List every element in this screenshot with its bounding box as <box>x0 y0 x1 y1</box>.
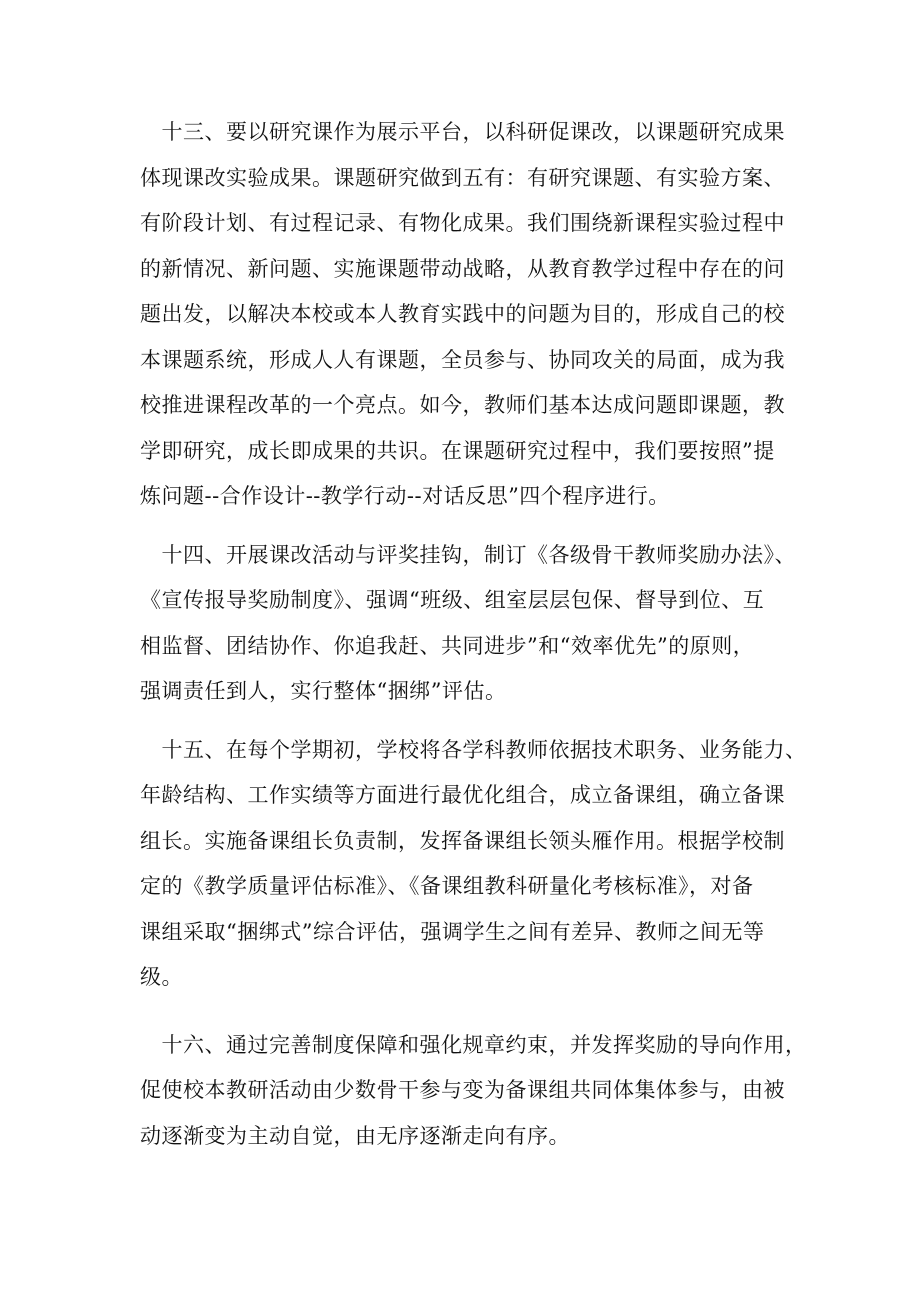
paragraph-line: 组长。实施备课组长负责制，发挥备课组长领头雁作用。根据学校制 <box>140 828 785 853</box>
paragraph-line: 相监督、团结协作、你追我赶、共同进步”和“效率优先”的原则， <box>140 633 755 658</box>
paragraph-line: 十三、要以研究课作为展示平台，以科研促课改，以课题研究成果 <box>140 120 785 144</box>
paragraph-spacer <box>140 1001 788 1023</box>
paragraph-line: 定的《教学质量评估标准》、《备课组教科研量化考核标准》，对备 <box>140 874 754 898</box>
paragraph-16 <box>140 1023 807 1160</box>
paragraph-line: 体现课改实验成果。课题研究做到五有：有研究课题、有实验方案、 <box>140 165 785 190</box>
paragraph-spacer <box>140 520 788 533</box>
paragraph-line: 炼问题--合作设计--教学行动--对话反思”四个程序进行。 <box>140 484 670 508</box>
paragraph-line: 题出发，以解决本校或本人教育实践中的问题为目的，形成自己的校 <box>140 302 785 326</box>
paragraph-line: 级。 <box>140 965 183 989</box>
paragraph-line: 十六、通过完善制度保障和强化规章约束，并发挥奖励的导向作用， <box>140 1032 807 1057</box>
paragraph-14 <box>140 533 796 715</box>
paragraph-line: 《宣传报导奖励制度》、强调“班级、组室层层包保、督导到位、互 <box>140 588 765 612</box>
paragraph-line: 十五、在每个学期初，学校将各学科教师依据技术职务、业务能力、 <box>140 737 807 762</box>
paragraph-line: 动逐渐变为主动自觉，由无序逐渐走向有序。 <box>140 1123 570 1148</box>
paragraph-15 <box>140 728 807 1001</box>
paragraph-line: 校推进课程改革的一个亮点。如今，教师们基本达成问题即课题，教 <box>140 393 785 417</box>
paragraph-line: 学即研究，成长即成果的共识。在课题研究过程中，我们要按照”提 <box>140 438 775 463</box>
paragraph-line: 课组采取“捆绑式”综合评估，强调学生之间有差异、教师之间无等 <box>140 919 765 944</box>
paragraph-line: 的新情况、新问题、实施课题带动战略，从教育教学过程中存在的问 <box>140 256 785 281</box>
paragraph-line: 十四、开展课改活动与评奖挂钩，制订《各级骨干教师奖励办法》、 <box>140 542 796 567</box>
paragraph-line: 有阶段计划、有过程记录、有物化成果。我们围绕新课程实验过程中 <box>140 211 785 235</box>
paragraph-spacer <box>140 715 788 728</box>
paragraph-13 <box>140 110 788 520</box>
paragraph-line: 本课题系统，形成人人有课题，全员参与、协同攻关的局面，成为我 <box>140 347 785 372</box>
paragraph-line: 强调责任到人，实行整体“捆绑”评估。 <box>140 679 507 703</box>
paragraph-line: 促使校本教研活动由少数骨干参与变为备课组共同体集体参与，由被 <box>140 1078 785 1102</box>
paragraph-line: 年龄结构、工作实绩等方面进行最优化组合，成立备课组，确立备课 <box>140 783 785 807</box>
document-body <box>140 110 807 1159</box>
